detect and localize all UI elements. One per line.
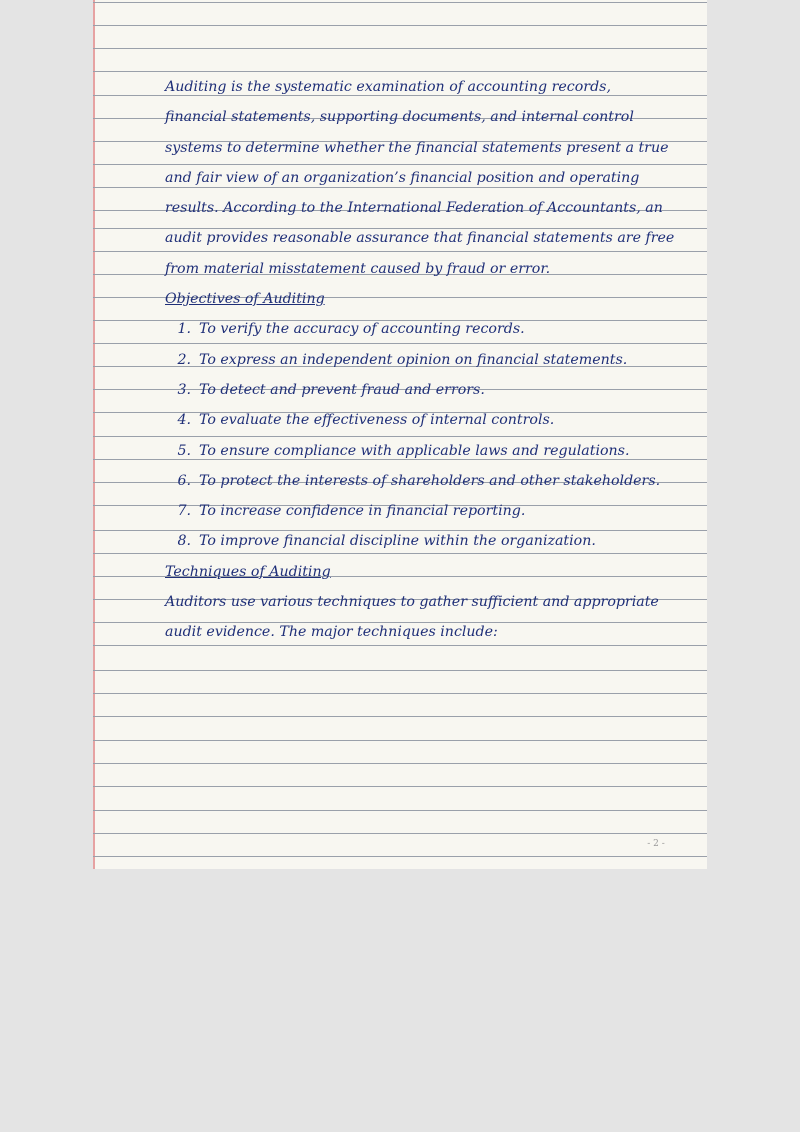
objectives-list: [165, 314, 675, 556]
list-text: To improve financial discipline within the organization.: [199, 533, 596, 550]
objectives-heading: Objectives of Auditing: [165, 291, 325, 308]
list-number: 4.: [177, 412, 191, 429]
list-number: 8.: [177, 533, 191, 550]
list-item: [165, 345, 675, 375]
list-item: [165, 496, 675, 526]
ruled-line: [93, 856, 707, 857]
list-item: [165, 526, 675, 556]
ruled-line: [93, 833, 707, 834]
ruled-line: [93, 25, 707, 26]
list-text: To verify the accuracy of accounting records.: [199, 321, 525, 338]
list-text: To evaluate the effectiveness of internal controls.: [199, 412, 555, 429]
list-text: To increase confidence in financial reporting.: [199, 503, 526, 520]
ruled-line: [93, 2, 707, 3]
list-item: [165, 314, 675, 344]
list-text: To ensure compliance with applicable laws and regulations.: [199, 442, 630, 459]
list-number: 5.: [177, 442, 191, 459]
list-number: 3.: [177, 381, 191, 398]
ruled-line: [93, 693, 707, 694]
list-number: 7.: [177, 503, 191, 520]
list-item: [165, 375, 675, 405]
ruled-line: [93, 740, 707, 741]
ruled-line: [93, 670, 707, 671]
ruled-line: [93, 763, 707, 764]
techniques-paragraph: Auditors use various techniques to gather sufficient and appropriate audit evidence. The major techniques include:: [165, 594, 659, 641]
ruled-line: [93, 716, 707, 717]
list-item: [165, 466, 675, 496]
page-content: [165, 72, 675, 648]
list-number: 2.: [177, 351, 191, 368]
intro-paragraph: Auditing is the systematic examination of accounting records, financial statements, supporting documents, and internal control systems to determine whether the financial statements present a true and fair view of an organization’s financial position and operating results. According to the International Federation of Accountants, an audit provides reasonable assurance that financial statements are free from material misstatement caused by fraud or error.: [165, 79, 675, 277]
ruled-line: [93, 810, 707, 811]
techniques-heading: Techniques of Auditing: [165, 563, 331, 580]
list-text: To protect the interests of shareholders and other stakeholders.: [199, 472, 661, 489]
list-number: 6.: [177, 472, 191, 489]
list-number: 1.: [177, 321, 191, 338]
list-text: To detect and prevent fraud and errors.: [199, 381, 485, 398]
ruled-line: [93, 48, 707, 49]
ruled-line: [93, 786, 707, 787]
notebook-page: [93, 0, 707, 869]
list-item: [165, 436, 675, 466]
margin-line: [93, 0, 95, 869]
list-text: To express an independent opinion on financial statements.: [199, 351, 628, 368]
list-item: [165, 405, 675, 435]
page-number: - 2 -: [647, 839, 665, 849]
